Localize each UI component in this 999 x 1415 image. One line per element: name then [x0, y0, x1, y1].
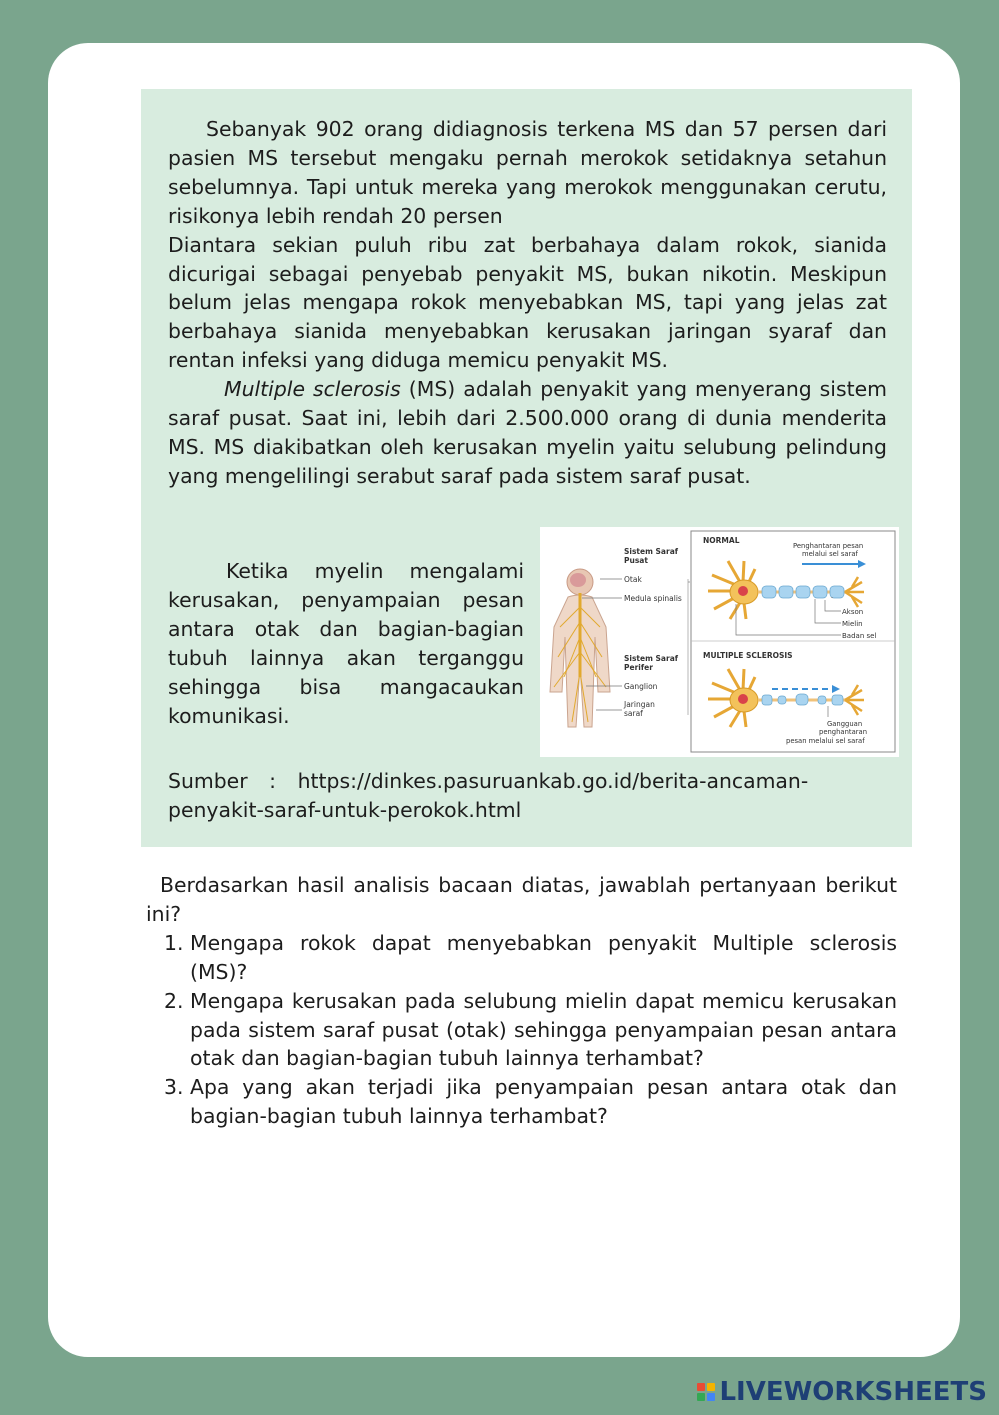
reading-text [168, 115, 887, 491]
label-badan-sel: Badan sel [842, 632, 877, 640]
pns-title-line1: Sistem Saraf [624, 654, 679, 663]
question-number: 3. [164, 1075, 184, 1100]
ms-neuron-icon [708, 669, 864, 727]
ms-term: Multiple sclerosis [224, 377, 401, 402]
normal-title: NORMAL [703, 536, 740, 545]
question-item-3 [146, 1073, 897, 1131]
label-jaringan-line1: Jaringan [624, 700, 655, 709]
normal-neuron-icon [708, 561, 864, 619]
logo-text: LIVEWORKSHEETS [719, 1377, 987, 1407]
conduct-line2: melalui sel saraf [802, 550, 858, 558]
conduct-line1: Penghantaran pesan [793, 542, 864, 550]
source-label: Sumber [168, 769, 248, 793]
question-text: Mengapa kerusakan pada selubung mielin dapat memicu kerusakan pada sistem saraf pusat (otak) sehingga penyampaian pesan antara otak dan bagian-bagian tubuh lainnya terhambat? [190, 988, 897, 1071]
reading-paragraph-2: Diantara sekian puluh ribu zat berbahaya dalam rokok, sianida dicurigai sebagai penyebab penyakit MS, bukan nikotin. Meskipun belum jelas mengapa rokok menyebabkan MS, tapi yang jelas zat berbahaya sianida menyebabkan kerusakan jaringan syaraf dan rentan infeksi yang diduga memicu penyakit MS. [168, 232, 887, 373]
question-number: 1. [164, 930, 184, 955]
question-item-1 [146, 929, 897, 987]
pns-title-line2: Perifer [624, 663, 653, 672]
body-silhouette-icon [550, 569, 610, 727]
reading-paragraph-1: Sebanyak 902 orang didiagnosis terkena MS dan 57 persen dari pasien MS tersebut mengaku pernah merokok setidaknya setahun sebelumnya. Tapi untuk mereka yang merokok menggunakan cerutu, risikonya lebih rendah 20 persen [168, 117, 887, 228]
label-otak: Otak [624, 575, 642, 584]
liveworksheets-logo [697, 1377, 987, 1407]
source-url: https://dinkes.pasuruankab.go.id/berita-ancaman-penyakit-saraf-untuk-perokok.html [168, 769, 809, 822]
source-citation [168, 767, 887, 825]
label-akson: Akson [842, 608, 864, 616]
question-item-2 [146, 987, 897, 1074]
reading-paragraph-3 [168, 375, 887, 491]
question-text: Apa yang akan terjadi jika penyampaian pesan antara otak dan bagian-bagian tubuh lainnya terhambat? [190, 1075, 897, 1129]
label-ganglion: Ganglion [624, 682, 658, 691]
liveworksheets-mark-icon [697, 1383, 715, 1401]
cns-title-line2: Pusat [624, 556, 648, 565]
questions-intro: Berdasarkan hasil analisis bacaan diatas, jawablah pertanyaan berikut ini? [146, 873, 897, 926]
label-mielin: Mielin [842, 620, 863, 628]
gangguan-line2: penghantaran [819, 728, 867, 736]
ms-title: MULTIPLE SCLEROSIS [703, 651, 793, 660]
label-medula: Medula spinalis [624, 594, 682, 603]
reading-paragraph-4: Ketika myelin mengalami kerusakan, penyampaian pesan antara otak dan bagian-bagian tubuh lainnya akan terganggu sehingga bisa mangacaukan komunikasi. [168, 559, 524, 728]
question-list [146, 929, 897, 1131]
gangguan-line3: pesan melalui sel saraf [786, 737, 865, 745]
gangguan-line1: Gangguan [827, 720, 863, 728]
question-number: 2. [164, 988, 184, 1013]
reading-paragraph-3-rest: (MS) adalah penyakit yang menyerang sistem saraf pusat. Saat ini, lebih dari 2.500.000 orang di dunia menderita MS. MS diakibatkan oleh kerusakan myelin yaitu selubung pelindung yang mengelilingi serabut saraf pada sistem saraf pusat. [168, 377, 887, 488]
nervous-system-figure [540, 527, 899, 757]
questions-section [146, 871, 897, 1131]
source-separator: : [269, 769, 277, 793]
cns-title-line1: Sistem Saraf [624, 547, 679, 556]
label-jaringan-line2: saraf [624, 709, 643, 718]
question-text: Mengapa rokok dapat menyebabkan penyakit Multiple sclerosis (MS)? [190, 930, 897, 984]
